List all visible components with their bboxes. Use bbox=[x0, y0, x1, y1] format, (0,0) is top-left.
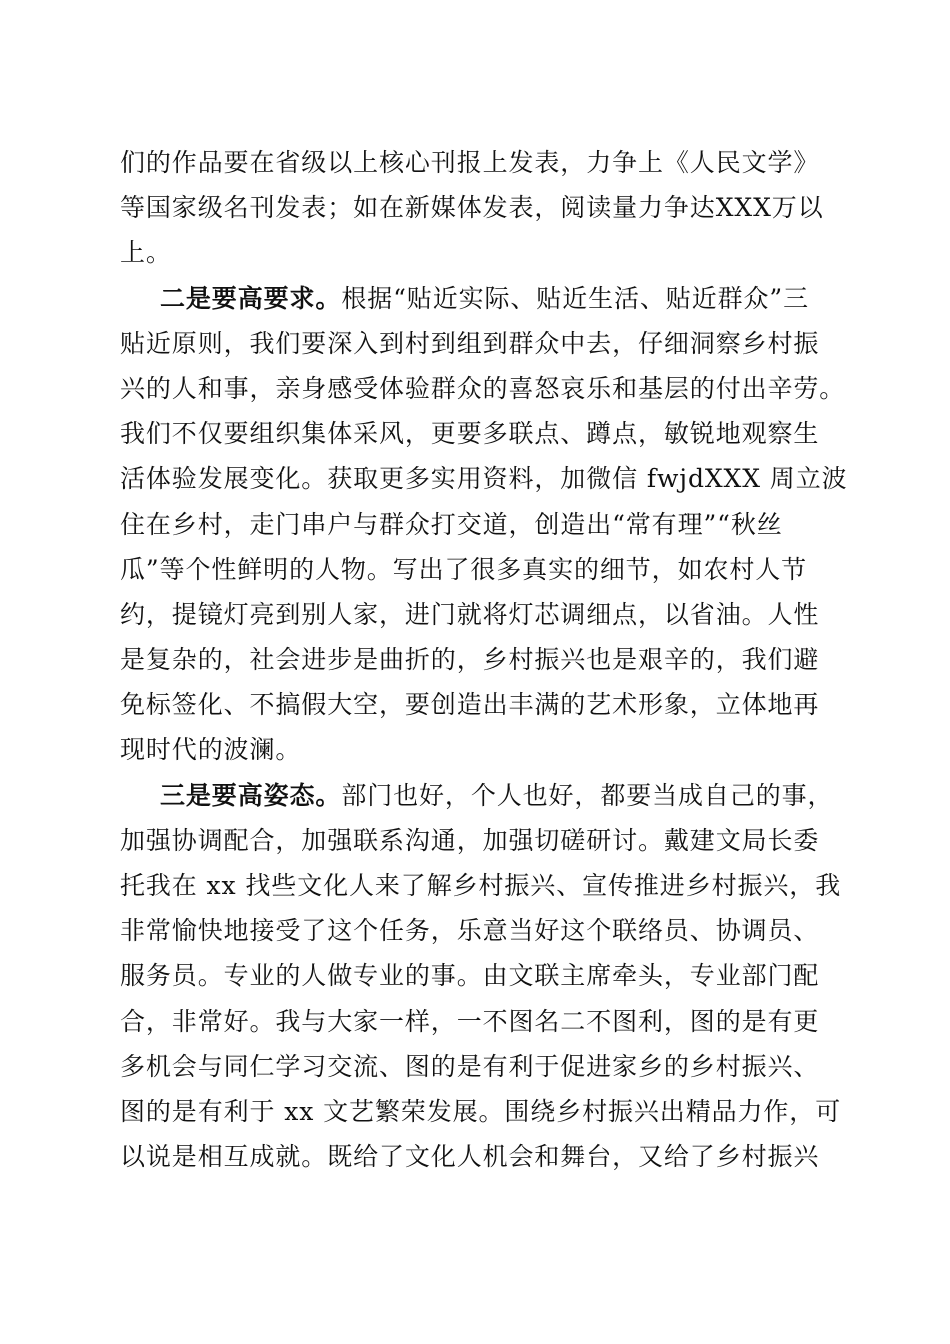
text-line: 现时代的波澜。 bbox=[120, 735, 302, 765]
text-line: 服务员。专业的人做专业的事。由文联主席牵头，专业部门配 bbox=[120, 961, 820, 991]
paragraph-lead: 二是要高要求。 bbox=[160, 283, 342, 313]
text-line: 贴近原则，我们要深入到村到组到群众中去，仔细洞察乡村振 bbox=[120, 328, 820, 358]
text-line: 约，提镜灯亮到别人家，进门就将灯芯调细点，以省油。人性 bbox=[120, 599, 820, 629]
paragraph-first-line bbox=[120, 276, 840, 321]
paragraph-lead: 三是要高姿态。 bbox=[160, 780, 342, 810]
text-line: 托我在 xx 找些文化人来了解乡村振兴、宣传推进乡村振兴，我 bbox=[120, 871, 842, 900]
text-line: 们的作品要在省级以上核心刊报上发表，力争上《人民文学》 bbox=[120, 148, 820, 177]
text-line: 瓜”等个性鲜明的人物。写出了很多真实的细节，如农村人节 bbox=[120, 554, 808, 584]
text-line: 住在乡村，走门串户与群众打交道，创造出“常有理”“秋丝 bbox=[120, 509, 783, 539]
text-line: 非常愉快地接受了这个任务，乐意当好这个联络员、协调员、 bbox=[120, 916, 820, 946]
text-line: 是复杂的，社会进步是曲折的，乡村振兴也是艰辛的，我们避 bbox=[120, 645, 820, 675]
text-line: 图的是有利于 xx 文艺繁荣发展。围绕乡村振兴出精品力作，可 bbox=[120, 1096, 842, 1126]
text-line: 加强协调配合，加强联系沟通，加强切磋研讨。戴建文局长委 bbox=[120, 825, 820, 855]
text-line: 我们不仅要组织集体采风，更要多联点、蹲点，敏锐地观察生 bbox=[120, 419, 820, 449]
document-body bbox=[120, 140, 848, 1179]
text-line: 等国家级名刊发表；如在新媒体发表，阅读量力争达XXX万以 bbox=[120, 193, 824, 223]
text-line: 以说是相互成就。既给了文化人机会和舞台，又给了乡村振兴 bbox=[120, 1142, 820, 1172]
paragraph-text: 部门也好，个人也好，都要当成自己的事， bbox=[341, 780, 834, 810]
text-line: 免标签化、不搞假大空，要创造出丰满的艺术形象，立体地再 bbox=[120, 690, 820, 720]
text-line: 兴的人和事，亲身感受体验群众的喜怒哀乐和基层的付出辛劳。 bbox=[120, 373, 846, 403]
text-line: 多机会与同仁学习交流、图的是有利于促进家乡的乡村振兴、 bbox=[120, 1051, 820, 1081]
paragraph-text: 根据“贴近实际、贴近生活、贴近群众”三 bbox=[341, 283, 809, 313]
text-line: 活体验发展变化。获取更多实用资料，加微信 fwjdXXX 周立波 bbox=[120, 464, 848, 494]
text-line: 上。 bbox=[120, 238, 172, 268]
text-line: 合，非常好。我与大家一样，一不图名二不图利，图的是有更 bbox=[120, 1006, 820, 1036]
paragraph-first-line bbox=[120, 773, 840, 818]
